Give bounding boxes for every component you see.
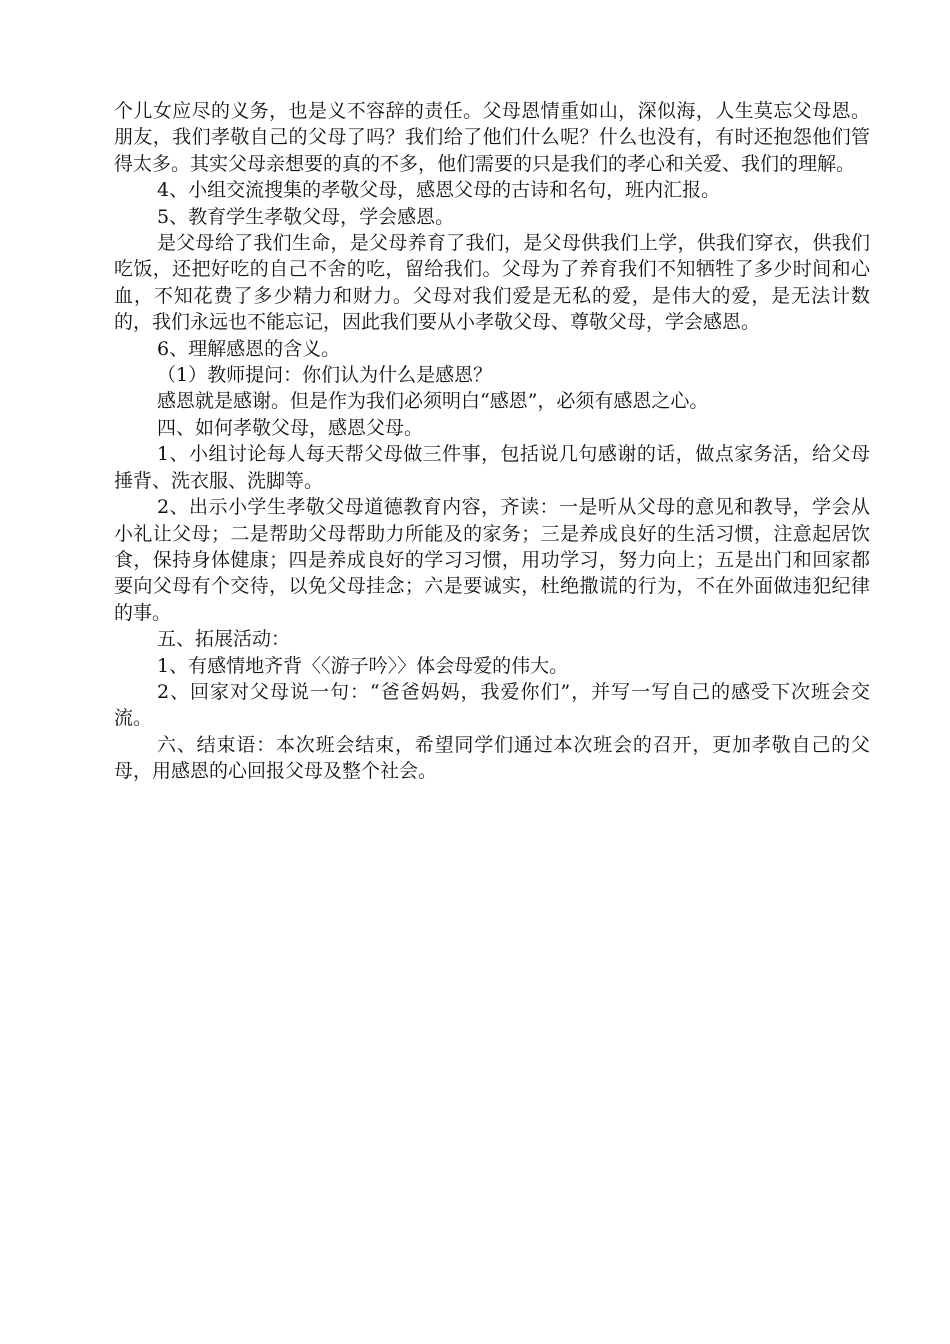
- section-heading-4: 四、如何孝敬父母，感恩父母。: [157, 416, 424, 439]
- section-heading-6-closing: 六、结束语：本次班会结束，希望同学们通过本次班会的召开，更加孝敬自己的父母，用感恩的心回报父母及整个社会。: [114, 733, 870, 783]
- paragraph-section4-item-2: 2、出示小学生孝敬父母道德教育内容，齐读：一是听从父母的意见和教导，学会从小礼让父母；二是帮助父母帮助力所能及的家务；三是养成良好的生活习惯，注意起居饮食，保持身体健康；四是养成良好的学习习惯，用功学习，努力向上；五是出门和回家都要向父母有个交待，以免父母挂念；六是要诚实，杜绝撒谎的行为，不在外面做违犯纪律的事。: [114, 496, 870, 624]
- section-heading-5: 五、拓展活动：: [157, 628, 291, 651]
- paragraph-item-5: 5、教育学生孝敬父母，学会感恩。: [157, 205, 455, 228]
- paragraph-gratitude-definition: 感恩就是感谢。但是作为我们必须明白“感恩”，必须有感恩之心。: [157, 390, 709, 413]
- paragraph-teacher-question: （1）教师提问：你们认为什么是感恩？: [157, 364, 493, 387]
- paragraph-section4-item-1: 1、小组讨论每人每天帮父母做三件事，包括说几句感谢的话，做点家务活，给父母捶背、洗衣服、洗脚等。: [114, 443, 870, 492]
- paragraph-section5-item-2: 2、回家对父母说一句：“爸爸妈妈，我爱你们”，并写一写自己的感受下次班会交流。: [114, 680, 870, 730]
- paragraph-item-6: 6、理解感恩的含义。: [157, 337, 341, 360]
- paragraph-item-4: 4、小组交流搜集的孝敬父母，感恩父母的古诗和名句，班内汇报。: [157, 179, 721, 202]
- paragraph-body-parents: 是父母给了我们生命，是父母养育了我们，是父母供我们上学，供我们穿衣，供我们吃饭，还把好吃的自己不舍的吃，留给我们。父母为了养育我们不知牺牲了多少时间和心血，不知花费了多少精力和财力。父母对我们爱是无私的爱，是伟大的爱，是无法计数的，我们永远也不能忘记，因此我们要从小孝敬父母、尊敬父母，学会感恩。: [114, 232, 870, 334]
- paragraph-section5-item-1: 1、有感情地齐背〈〈游子吟〉〉体会母爱的伟大。: [157, 654, 569, 677]
- document-page: [114, 98, 870, 785]
- paragraph-continuation: 个儿女应尽的义务，也是义不容辞的责任。父母恩情重如山，深似海，人生莫忘父母恩。朋友，我们孝敬自己的父母了吗？我们给了他们什么呢？什么也没有，有时还抱怨他们管得太多。其实父母亲想要的真的不多，他们需要的只是我们的孝心和关爱、我们的理解。: [114, 100, 870, 175]
